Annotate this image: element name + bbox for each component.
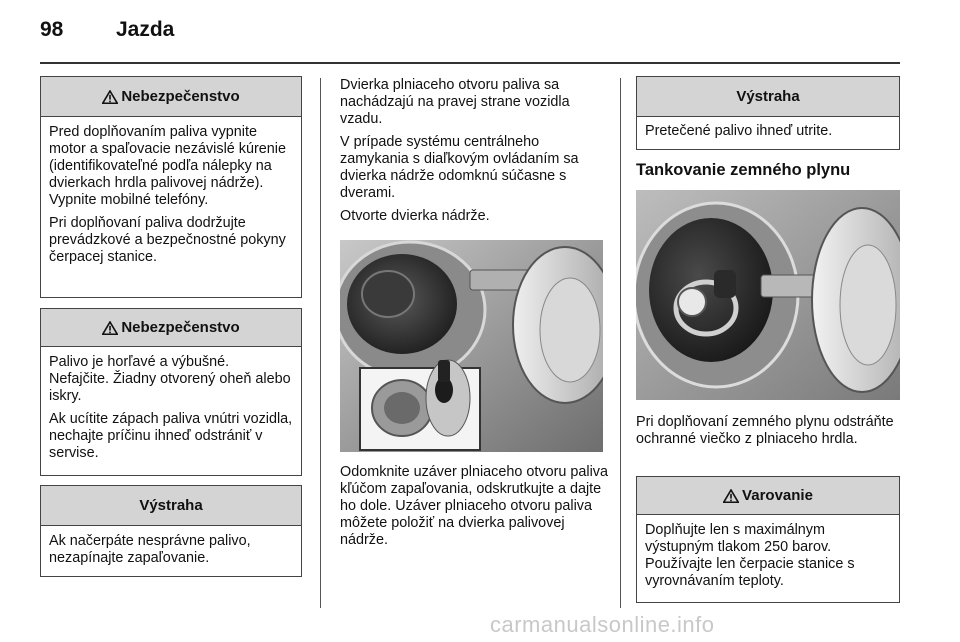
paragraph: Otvorte dvierka nádrže. [340,208,490,224]
paragraph: Pri doplňovaní zemného plynu odstráňte ochranné viečko z plniaceho hrdla. [636,414,894,447]
danger-box-body [41,347,301,469]
natural-gas-filler-photo [636,190,900,400]
paragraph: Pretečené palivo ihneď utrite. [645,123,833,139]
notice-box-body [637,117,899,147]
gas-filler-illustration [636,190,900,400]
notice-box-body [41,526,301,574]
paragraph: Palivo je horľavé a výbušné. Nefajčite. Žiadny otvorený oheň alebo iskry. [49,354,291,404]
paragraph: Dvierka plniaceho otvoru paliva sa nachádzajú na pravej strane vozidla vzadu. [340,77,570,127]
notice-box-heading [41,486,301,526]
danger-box-heading [41,77,301,117]
danger-box-flammable [40,308,302,476]
caution-heading-text: Varovanie [742,487,813,504]
paragraph: Doplňujte len s maximálnym výstupným tlakom 250 barov. Používajte len čerpacie stanice s vyrovnávaním teploty. [645,522,855,589]
paragraph: V prípade systému centrálneho zamykania s diaľkovým ovládaním sa dvierka nádrže odomknú súčasne s dverami. [340,134,579,201]
header-rule [40,62,900,64]
watermark: carmanualsonline.info [490,612,715,637]
danger-box-body [41,117,301,273]
fuel-cap-photo [340,240,603,452]
column-divider-left [320,78,321,608]
caution-box-heading [637,477,899,515]
caution-box-pressure [636,476,900,603]
danger-box-refueling [40,76,302,298]
fuel-cap-illustration [340,240,603,452]
page-title: Jazda [116,18,175,41]
warning-triangle-icon [723,489,739,503]
notice-box-wrong-fuel [40,485,302,577]
paragraph: Ak načerpáte nesprávne palivo, nezapínajte zapaľovanie. [49,533,251,566]
notice-box-spilled-fuel [636,76,900,150]
paragraph: Pri doplňovaní paliva dodržujte prevádzkové a bezpečnostné pokyny čerpacej stanice. [49,215,286,265]
danger-heading-text: Nebezpečenstvo [121,88,240,105]
notice-box-heading [637,77,899,117]
fuel-cap-instructions [340,464,610,555]
notice-heading-text: Výstraha [736,88,800,105]
fuel-door-instructions [340,77,605,231]
paragraph: Odomknite uzáver plniaceho otvoru paliva kľúčom zapaľovania, odskrutkujte a dajte ho dole. Uzáver plniaceho otvoru paliva môžete položiť na dvierka palivovej nádrže. [340,464,608,548]
danger-box-heading [41,309,301,347]
page-number: 98 [40,18,64,41]
column-divider-right [620,78,621,608]
section-heading-natural-gas: Tankovanie zemného plynu [636,161,851,179]
paragraph: Pred doplňovaním paliva vypnite motor a spaľovacie nezávislé kúrenie (identifikovateľné podľa nálepky na dvierkach hrdla palivovej nádrže). Vypnite mobilné telefóny. [49,124,286,208]
caution-box-body [637,515,899,597]
notice-heading-text: Výstraha [139,497,203,514]
danger-heading-text: Nebezpečenstvo [121,319,240,336]
natural-gas-instructions [636,414,900,454]
paragraph: Ak ucítite zápach paliva vnútri vozidla, nechajte príčinu ihneď odstrániť v servise. [49,411,293,461]
warning-triangle-icon [102,321,118,335]
warning-triangle-icon [102,90,118,104]
